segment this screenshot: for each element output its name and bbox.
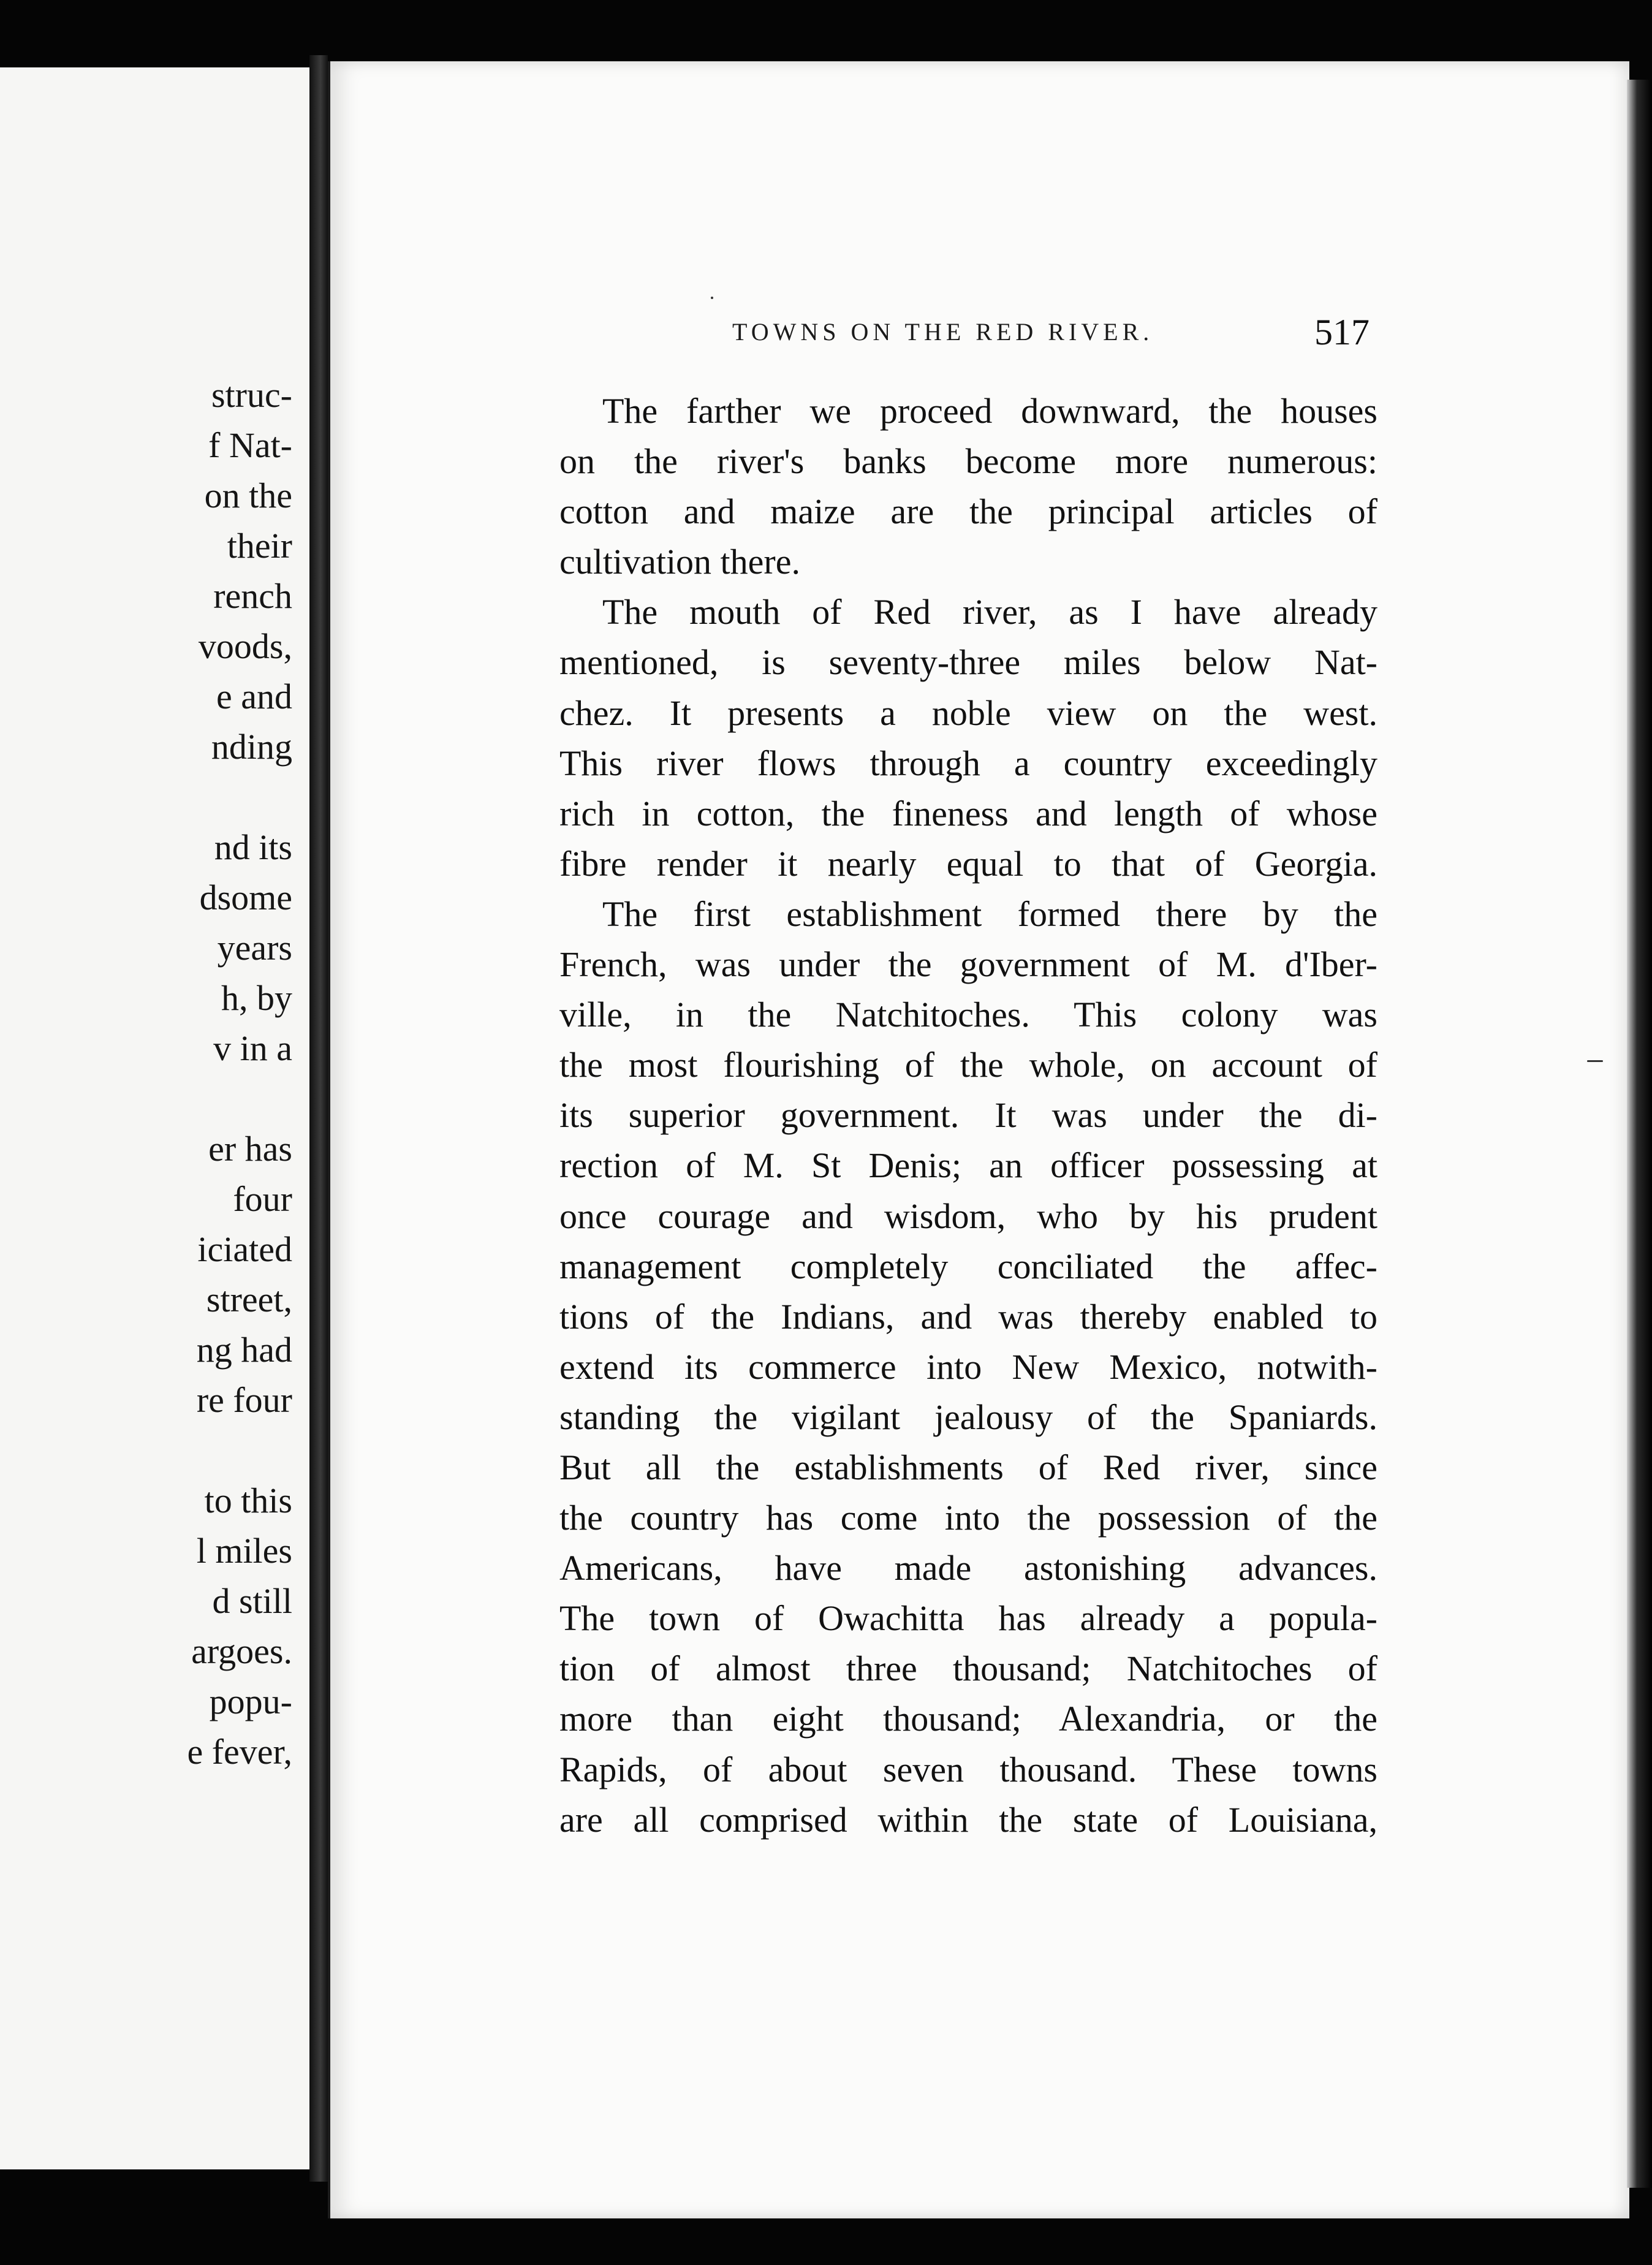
left-fragment-line: v in a (213, 1028, 292, 1068)
page-edge-shadow (1627, 80, 1652, 2188)
text-line: on the river's banks become more numerous: (559, 441, 1377, 482)
left-fragment-line: four (233, 1179, 292, 1219)
left-fragment-line: rench (213, 576, 292, 616)
text-line: ville, in the Natchitoches. This colony was (559, 995, 1377, 1035)
left-fragment-line: e fever, (187, 1732, 292, 1772)
text-line: The mouth of Red river, as I have already (602, 592, 1377, 632)
left-fragment-line: l miles (196, 1531, 292, 1571)
text-line: once courage and wisdom, who by his prudent (559, 1196, 1377, 1236)
left-fragment-line: e and (216, 677, 292, 716)
page-number: 517 (1314, 312, 1370, 352)
left-fragment-line: to this (204, 1481, 292, 1520)
left-fragment-line: nd its (214, 827, 292, 867)
left-fragment-line: iciated (197, 1229, 292, 1269)
left-fragment-line: re four (196, 1380, 292, 1420)
running-title: TOWNS ON THE RED RIVER. (732, 318, 1154, 346)
body-text (559, 386, 1377, 1845)
text-line: cotton and maize are the principal articles of (559, 491, 1377, 532)
left-page-fragment (0, 67, 313, 2169)
text-line: This river flows through a country exceedingly (559, 743, 1377, 783)
text-line: rection of M. St Denis; an officer possessing at (559, 1145, 1377, 1186)
left-fragment-line: nding (211, 727, 292, 767)
text-line: are all comprised within the state of Louisiana, (559, 1799, 1377, 1840)
text-line: The farther we proceed downward, the houses (602, 391, 1377, 431)
left-page-text-column (0, 67, 309, 2169)
left-fragment-line: on the (204, 476, 292, 515)
left-fragment-line: their (227, 526, 292, 566)
text-line: the country has come into the possession of the (559, 1498, 1377, 1538)
left-fragment-line: voods, (198, 626, 292, 666)
left-fragment-line: street, (206, 1280, 292, 1319)
left-fragment-line: years (217, 928, 292, 968)
left-fragment-line: argoes. (191, 1631, 292, 1671)
left-fragment-line: struc- (211, 375, 292, 415)
text-line: mentioned, is seventy-three miles below Nat- (559, 642, 1377, 683)
text-line: chez. It presents a noble view on the west. (559, 692, 1377, 733)
text-line: The town of Owachitta has already a popula- (559, 1598, 1377, 1639)
scan-speck (1587, 1060, 1603, 1062)
text-line: tions of the Indians, and was thereby enabled to (559, 1296, 1377, 1337)
left-fragment-line: ng had (196, 1330, 292, 1370)
text-line: standing the vigilant jealousy of the Spaniards. (559, 1397, 1377, 1437)
text-line: French, was under the government of M. d'Iber- (559, 944, 1377, 985)
left-fragment-line: popu- (209, 1682, 292, 1721)
text-line: cultivation there. (559, 542, 800, 582)
text-line: The first establishment formed there by the (602, 893, 1377, 934)
scan-speck (711, 297, 713, 299)
text-line: rich in cotton, the fineness and length of whose (559, 793, 1377, 833)
text-line: But all the establishments of Red river, since (559, 1447, 1377, 1487)
text-line: extend its commerce into New Mexico, notwith- (559, 1346, 1377, 1387)
text-line: management completely conciliated the affec- (559, 1246, 1377, 1286)
text-line: fibre render it nearly equal to that of Georgia. (559, 843, 1377, 884)
left-fragment-line: d still (212, 1581, 292, 1621)
left-fragment-line: er has (208, 1129, 292, 1169)
left-fragment-line: dsome (199, 878, 292, 917)
left-fragment-line: h, by (221, 978, 292, 1018)
text-line: the most flourishing of the whole, on account of (559, 1045, 1377, 1085)
text-line: more than eight thousand; Alexandria, or the (559, 1699, 1377, 1739)
text-line: Rapids, of about seven thousand. These towns (559, 1749, 1377, 1789)
text-line: its superior government. It was under the di- (559, 1095, 1377, 1136)
text-line: tion of almost three thousand; Natchitoches of (559, 1648, 1377, 1689)
left-fragment-line: f Nat- (208, 425, 292, 465)
book-gutter (309, 55, 328, 2182)
text-line: Americans, have made astonishing advances. (559, 1548, 1377, 1588)
running-head (732, 312, 1370, 360)
